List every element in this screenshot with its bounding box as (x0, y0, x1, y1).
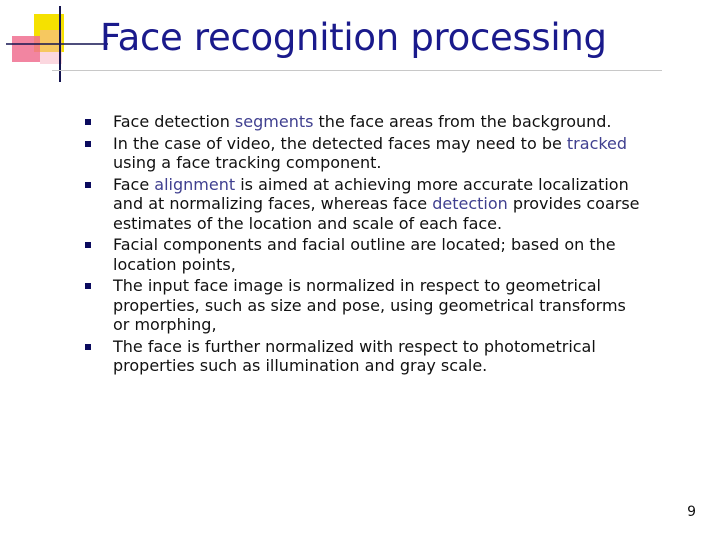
bullet-square-icon (85, 119, 91, 125)
slide-title: Face recognition processing (100, 16, 607, 59)
bullet-square-icon (85, 344, 91, 350)
highlighted-term: tracked (566, 133, 628, 153)
highlighted-term: alignment (154, 174, 236, 194)
bullet-text: Face (113, 174, 155, 194)
bullet-text: using a face tracking component. (113, 153, 382, 172)
bullet-item (85, 235, 645, 274)
bullet-item (85, 175, 645, 234)
bullet-text: is aimed at achieving more accurate localization and at normalizing faces, whereas face (113, 174, 629, 213)
bullet-square-icon (85, 182, 91, 188)
bullet-text: The input face image is normalized in respect to geometrical properties, such as size and pose, using geometrical transforms or morphing, (113, 276, 626, 334)
bullet-list (85, 112, 645, 378)
bullet-item (85, 112, 645, 132)
bullet-text: In the case of video, the detected faces may need to be (113, 133, 567, 153)
bullet-item (85, 134, 645, 173)
light-pink-overlay-icon (40, 30, 62, 64)
title-divider (52, 70, 662, 71)
bullet-text: Face detection (113, 112, 235, 131)
bullet-square-icon (85, 141, 91, 147)
highlighted-term: segments (234, 112, 314, 131)
bullet-square-icon (85, 283, 91, 289)
bullet-text: Facial components and facial outline are located; based on the location points, (113, 235, 616, 274)
page-number: 9 (687, 504, 696, 520)
bullet-item (85, 276, 645, 335)
bullet-text: the face areas from the background. (313, 112, 612, 131)
bullet-item (85, 337, 645, 376)
bullet-text: provides coarse estimates of the location and scale of each face. (113, 194, 640, 233)
bullet-square-icon (85, 242, 91, 248)
bullet-text: The face is further normalized with respect to photometrical properties such as illumination and gray scale. (113, 336, 596, 375)
pink-square-icon (12, 36, 40, 62)
highlighted-term: detection (432, 194, 508, 213)
